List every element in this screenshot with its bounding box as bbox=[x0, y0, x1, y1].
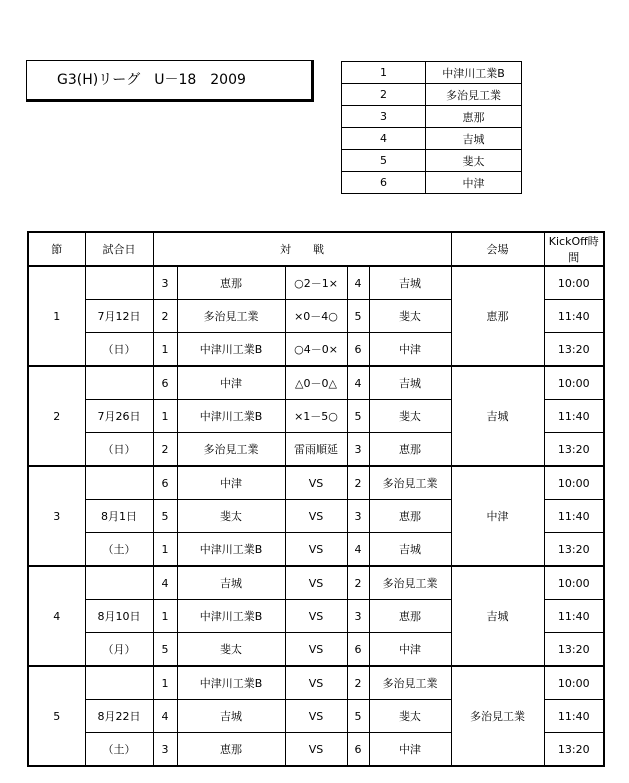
team-row bbox=[342, 128, 522, 150]
away-team: 多治見工業 bbox=[369, 566, 451, 600]
table-row bbox=[28, 266, 604, 300]
kickoff-time: 11:40 bbox=[544, 300, 604, 333]
home-team-number: 2 bbox=[153, 300, 177, 333]
home-team: 中津川工業B bbox=[177, 400, 285, 433]
away-team: 吉城 bbox=[369, 266, 451, 300]
match-weekday: （月） bbox=[85, 633, 153, 667]
kickoff-time: 11:40 bbox=[544, 500, 604, 533]
header-kickoff: KickOff時間 bbox=[544, 232, 604, 266]
home-team: 中津川工業B bbox=[177, 533, 285, 567]
home-team-number: 1 bbox=[153, 600, 177, 633]
away-team: 吉城 bbox=[369, 533, 451, 567]
team-row bbox=[342, 84, 522, 106]
away-team-number: 3 bbox=[347, 600, 369, 633]
home-team-number: 4 bbox=[153, 700, 177, 733]
home-team: 多治見工業 bbox=[177, 433, 285, 467]
team-name: 中津 bbox=[426, 172, 522, 194]
home-team-number: 1 bbox=[153, 400, 177, 433]
match-result: ○4－0× bbox=[285, 333, 347, 367]
home-team-number: 1 bbox=[153, 333, 177, 367]
round-number: 3 bbox=[28, 466, 85, 566]
team-number: 2 bbox=[342, 84, 426, 106]
kickoff-time: 11:40 bbox=[544, 700, 604, 733]
away-team: 斐太 bbox=[369, 400, 451, 433]
kickoff-time: 13:20 bbox=[544, 333, 604, 367]
match-date: 7月12日 bbox=[85, 300, 153, 333]
match-date: 7月26日 bbox=[85, 400, 153, 433]
away-team-number: 5 bbox=[347, 400, 369, 433]
away-team-number: 4 bbox=[347, 266, 369, 300]
match-result: △0－0△ bbox=[285, 366, 347, 400]
round-number: 2 bbox=[28, 366, 85, 466]
header-date: 試合日 bbox=[85, 232, 153, 266]
match-result: VS bbox=[285, 666, 347, 700]
match-result: VS bbox=[285, 733, 347, 767]
match-result: VS bbox=[285, 533, 347, 567]
match-date-blank bbox=[85, 466, 153, 500]
kickoff-time: 10:00 bbox=[544, 266, 604, 300]
match-weekday: （土） bbox=[85, 733, 153, 767]
match-date-blank bbox=[85, 366, 153, 400]
home-team-number: 6 bbox=[153, 366, 177, 400]
header-venue: 会場 bbox=[451, 232, 544, 266]
match-weekday: （日） bbox=[85, 333, 153, 367]
kickoff-time: 11:40 bbox=[544, 400, 604, 433]
away-team: 吉城 bbox=[369, 366, 451, 400]
away-team: 多治見工業 bbox=[369, 666, 451, 700]
match-weekday: （日） bbox=[85, 433, 153, 467]
kickoff-time: 10:00 bbox=[544, 666, 604, 700]
away-team-number: 5 bbox=[347, 700, 369, 733]
venue: 吉城 bbox=[451, 566, 544, 666]
away-team: 多治見工業 bbox=[369, 466, 451, 500]
kickoff-time: 13:20 bbox=[544, 433, 604, 467]
team-row bbox=[342, 150, 522, 172]
team-row bbox=[342, 172, 522, 194]
match-date: 8月22日 bbox=[85, 700, 153, 733]
table-row bbox=[28, 566, 604, 600]
away-team: 恵那 bbox=[369, 600, 451, 633]
header-setsu: 節 bbox=[28, 232, 85, 266]
home-team: 中津川工業B bbox=[177, 666, 285, 700]
away-team: 中津 bbox=[369, 733, 451, 767]
team-number: 5 bbox=[342, 150, 426, 172]
away-team-number: 4 bbox=[347, 366, 369, 400]
home-team-number: 3 bbox=[153, 266, 177, 300]
home-team-number: 1 bbox=[153, 666, 177, 700]
away-team-number: 2 bbox=[347, 666, 369, 700]
match-date-blank bbox=[85, 666, 153, 700]
home-team: 斐太 bbox=[177, 633, 285, 667]
schedule-table bbox=[27, 231, 605, 767]
match-date: 8月10日 bbox=[85, 600, 153, 633]
kickoff-time: 13:20 bbox=[544, 733, 604, 767]
kickoff-time: 13:20 bbox=[544, 533, 604, 567]
home-team-number: 3 bbox=[153, 733, 177, 767]
away-team: 中津 bbox=[369, 633, 451, 667]
home-team: 多治見工業 bbox=[177, 300, 285, 333]
match-result: VS bbox=[285, 600, 347, 633]
away-team: 中津 bbox=[369, 333, 451, 367]
kickoff-time: 11:40 bbox=[544, 600, 604, 633]
round-number: 4 bbox=[28, 566, 85, 666]
team-row bbox=[342, 62, 522, 84]
away-team-number: 6 bbox=[347, 333, 369, 367]
home-team-number: 5 bbox=[153, 500, 177, 533]
home-team-number: 2 bbox=[153, 433, 177, 467]
page-title: G3(H)リーグ U－18 2009 bbox=[26, 60, 314, 102]
home-team: 中津川工業B bbox=[177, 333, 285, 367]
away-team-number: 3 bbox=[347, 433, 369, 467]
away-team: 恵那 bbox=[369, 500, 451, 533]
home-team: 斐太 bbox=[177, 500, 285, 533]
home-team-number: 4 bbox=[153, 566, 177, 600]
venue: 吉城 bbox=[451, 366, 544, 466]
away-team-number: 6 bbox=[347, 733, 369, 767]
away-team-number: 5 bbox=[347, 300, 369, 333]
home-team: 中津川工業B bbox=[177, 600, 285, 633]
round-number: 1 bbox=[28, 266, 85, 366]
home-team: 吉城 bbox=[177, 566, 285, 600]
home-team: 吉城 bbox=[177, 700, 285, 733]
team-list bbox=[341, 61, 522, 194]
kickoff-time: 10:00 bbox=[544, 466, 604, 500]
match-result: 雷雨順延 bbox=[285, 433, 347, 467]
match-result: VS bbox=[285, 700, 347, 733]
team-name: 吉城 bbox=[426, 128, 522, 150]
home-team: 恵那 bbox=[177, 733, 285, 767]
away-team-number: 4 bbox=[347, 533, 369, 567]
away-team: 恵那 bbox=[369, 433, 451, 467]
table-row bbox=[28, 466, 604, 500]
header-match: 対 戦 bbox=[153, 232, 451, 266]
team-number: 1 bbox=[342, 62, 426, 84]
match-date: 8月1日 bbox=[85, 500, 153, 533]
team-number: 6 bbox=[342, 172, 426, 194]
home-team: 恵那 bbox=[177, 266, 285, 300]
team-name: 多治見工業 bbox=[426, 84, 522, 106]
team-name: 斐太 bbox=[426, 150, 522, 172]
away-team-number: 3 bbox=[347, 500, 369, 533]
match-result: VS bbox=[285, 500, 347, 533]
team-number: 4 bbox=[342, 128, 426, 150]
venue: 多治見工業 bbox=[451, 666, 544, 766]
team-name: 恵那 bbox=[426, 106, 522, 128]
away-team: 斐太 bbox=[369, 300, 451, 333]
match-date-blank bbox=[85, 266, 153, 300]
match-result: VS bbox=[285, 466, 347, 500]
team-number: 3 bbox=[342, 106, 426, 128]
round-number: 5 bbox=[28, 666, 85, 766]
home-team: 中津 bbox=[177, 466, 285, 500]
venue: 恵那 bbox=[451, 266, 544, 366]
home-team-number: 1 bbox=[153, 533, 177, 567]
table-row bbox=[28, 366, 604, 400]
match-result: VS bbox=[285, 566, 347, 600]
kickoff-time: 10:00 bbox=[544, 566, 604, 600]
away-team-number: 2 bbox=[347, 566, 369, 600]
venue: 中津 bbox=[451, 466, 544, 566]
team-name: 中津川工業B bbox=[426, 62, 522, 84]
match-result: VS bbox=[285, 633, 347, 667]
home-team-number: 5 bbox=[153, 633, 177, 667]
away-team-number: 2 bbox=[347, 466, 369, 500]
home-team: 中津 bbox=[177, 366, 285, 400]
table-row bbox=[28, 666, 604, 700]
kickoff-time: 13:20 bbox=[544, 633, 604, 667]
away-team-number: 6 bbox=[347, 633, 369, 667]
home-team-number: 6 bbox=[153, 466, 177, 500]
match-date-blank bbox=[85, 566, 153, 600]
away-team: 斐太 bbox=[369, 700, 451, 733]
kickoff-time: 10:00 bbox=[544, 366, 604, 400]
match-result: ×1－5○ bbox=[285, 400, 347, 433]
team-row bbox=[342, 106, 522, 128]
match-weekday: （土） bbox=[85, 533, 153, 567]
match-result: ×0－4○ bbox=[285, 300, 347, 333]
match-result: ○2－1× bbox=[285, 266, 347, 300]
